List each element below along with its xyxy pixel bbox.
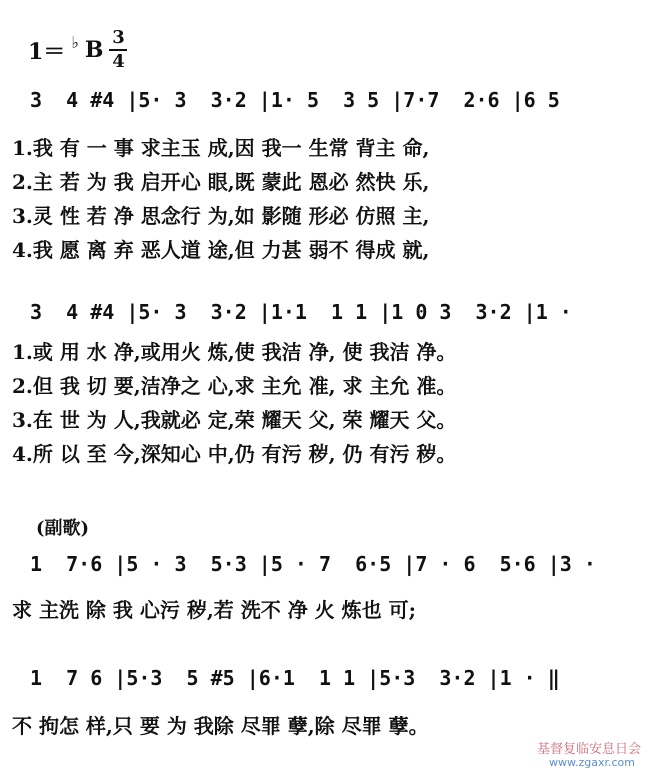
- chorus-lyric-1: 求 主洗 除 我 心污 秽,若 洗不 净 火 炼也 可;: [12, 598, 416, 622]
- verse-notes-line-2: 3 4 #4 |5· 3 3·2 |1·1 1 1 |1 0 3 3·2 |1 ·: [30, 300, 572, 324]
- chorus-notes-line-2: 1 7 6 |5·3 5 #5 |6·1 1 1 |5·3 3·2 |1 · ‖: [30, 666, 560, 690]
- verse-lyric-2b: 2.但 我 切 要,洁净之 心,求 主允 准, 求 主允 准。: [12, 374, 457, 398]
- time-signature: [109, 29, 127, 71]
- chorus-label: (副歌): [36, 518, 90, 539]
- chorus-lyric-2: 不 拘怎 样,只 要 为 我除 尽罪 孽,除 尽罪 孽。: [12, 714, 429, 738]
- watermark-text: 基督复临安息日会: [536, 742, 641, 757]
- time-top: 3: [112, 27, 125, 48]
- key-note: B: [84, 37, 104, 63]
- verse-lyric-3b: 3.在 世 为 人,我就必 定,荣 耀天 父, 荣 耀天 父。: [12, 408, 457, 432]
- verse-notes-line-1: 3 4 #4 |5· 3 3·2 |1· 5 3 5 |7·7 2·6 |6 5: [30, 88, 560, 112]
- chorus-notes-line-1: 1 7·6 |5 · 3 5·3 |5 · 7 6·5 |7 · 6 5·6 |3 ·: [30, 552, 596, 576]
- watermark-url: www.zgaxr.com: [549, 756, 635, 769]
- verse-lyric-2a: 2.主 若 为 我 启开心 眼,既 蒙此 恩必 然快 乐,: [12, 170, 430, 194]
- key-prefix: 1＝: [28, 38, 66, 65]
- flat-sign: ♭: [71, 32, 79, 52]
- verse-lyric-3a: 3.灵 性 若 净 思念行 为,如 影随 形必 仿照 主,: [12, 204, 430, 228]
- verse-lyric-4b: 4.所 以 至 今,深知心 中,仍 有污 秽, 仍 有污 秽。: [12, 442, 457, 466]
- verse-lyric-1b: 1.或 用 水 净,或用火 炼,使 我洁 净, 使 我洁 净。: [12, 340, 457, 364]
- time-bottom: 4: [112, 51, 125, 72]
- key-signature: [28, 24, 127, 76]
- verse-lyric-1a: 1.我 有 一 事 求主玉 成,因 我一 生常 背主 命,: [12, 136, 430, 160]
- verse-lyric-4a: 4.我 愿 离 弃 恶人道 途,但 力甚 弱不 得成 就,: [12, 238, 430, 262]
